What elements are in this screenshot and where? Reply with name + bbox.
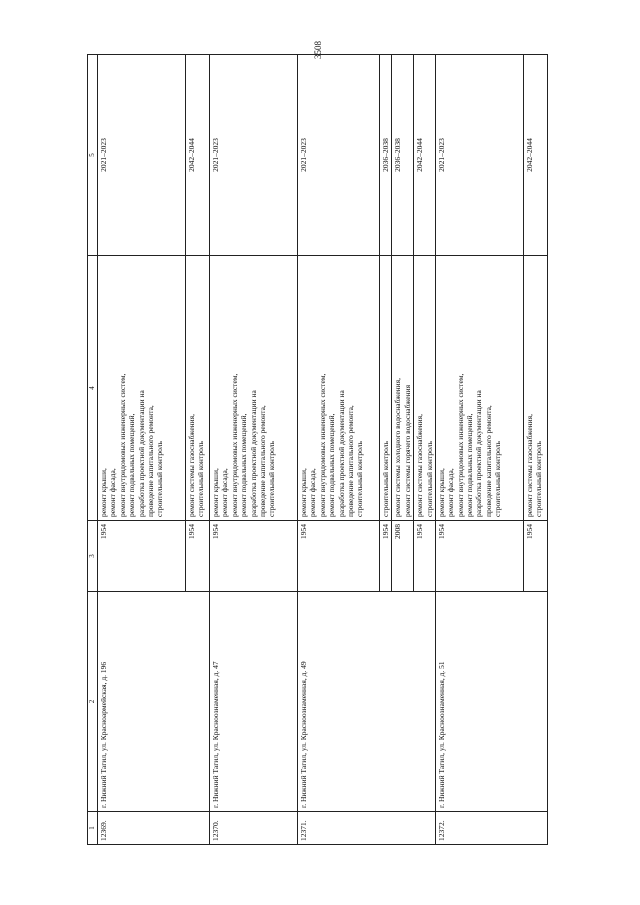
work-item: ремонт крыши, bbox=[99, 468, 108, 517]
row-number: 12371. bbox=[298, 812, 436, 845]
work-item: ремонт системы газоснабжения, bbox=[187, 413, 196, 517]
work-item: ремонт подвальных помещений, bbox=[465, 413, 474, 517]
build-year: 1954 bbox=[523, 521, 547, 592]
work-item: строительный контроль bbox=[424, 441, 434, 517]
work-item: проведение капитального ремонта, bbox=[483, 405, 493, 517]
works-list bbox=[186, 256, 210, 521]
work-item: ремонт подвальных помещений, bbox=[127, 413, 137, 517]
build-year: 1954 bbox=[380, 521, 392, 592]
works-list bbox=[523, 256, 547, 521]
row-number: 12369. bbox=[98, 812, 210, 845]
row-address: г. Нижний Тагил, ул. Красноознаменная, д. 49 bbox=[298, 592, 436, 812]
column-header-2: 2 bbox=[88, 592, 98, 812]
works-list bbox=[392, 256, 414, 521]
row-address: г. Нижний Тагил, ул. Красноармейская, д. 196 bbox=[98, 592, 210, 812]
work-item: разработка проектной документации на bbox=[248, 390, 258, 517]
table-row bbox=[298, 55, 380, 845]
work-item: строительный контроль bbox=[381, 441, 390, 517]
work-item: строительный контроль bbox=[155, 441, 165, 517]
works-list bbox=[210, 256, 298, 521]
works-list bbox=[380, 256, 392, 521]
repair-period: 2036–2038 bbox=[380, 55, 392, 256]
work-item: строительный контроль bbox=[196, 441, 206, 517]
work-item: ремонт фасада, bbox=[108, 468, 118, 517]
work-item: ремонт подвальных помещений, bbox=[239, 413, 249, 517]
work-item: ремонт системы газоснабжения, bbox=[415, 413, 425, 517]
works-list bbox=[298, 256, 380, 521]
work-item: разработка проектной документации на bbox=[336, 390, 346, 517]
work-item: ремонт фасада, bbox=[446, 468, 456, 517]
table-row bbox=[98, 55, 186, 845]
build-year: 1954 bbox=[414, 521, 436, 592]
page-number-text: 3508 bbox=[313, 41, 323, 59]
work-item: ремонт фасада, bbox=[308, 468, 318, 517]
work-item: ремонт системы газоснабжения, bbox=[524, 413, 534, 517]
work-item: проведение капитального ремонта, bbox=[145, 405, 155, 517]
work-item: разработка проектной документации на bbox=[136, 390, 146, 517]
work-item: ремонт системы холодного водоснабжения, bbox=[393, 377, 403, 517]
table-row bbox=[210, 55, 298, 845]
build-year: 1954 bbox=[98, 521, 186, 592]
work-item: ремонт внутридомовых инженерных систем, bbox=[455, 373, 465, 517]
work-item: ремонт крыши, bbox=[299, 468, 308, 517]
column-header-5: 5 bbox=[88, 55, 98, 256]
work-item: строительный контроль bbox=[534, 441, 544, 517]
repair-period: 2042–2044 bbox=[523, 55, 547, 256]
build-year: 1954 bbox=[186, 521, 210, 592]
repair-period: 2021–2023 bbox=[435, 55, 523, 256]
work-item: проведение капитального ремонта, bbox=[345, 405, 355, 517]
repair-period: 2036–2038 bbox=[392, 55, 414, 256]
repair-period: 2042–2044 bbox=[186, 55, 210, 256]
row-number: 12372. bbox=[435, 812, 547, 845]
repair-period: 2021–2023 bbox=[98, 55, 186, 256]
work-item: проведение капитального ремонта, bbox=[257, 405, 267, 517]
column-header-3: 3 bbox=[88, 521, 98, 592]
row-address: г. Нижний Тагил, ул. Красноознаменная, д. 47 bbox=[210, 592, 298, 812]
works-list bbox=[98, 256, 186, 521]
work-item: ремонт подвальных помещений, bbox=[327, 413, 337, 517]
table-header-row bbox=[88, 55, 98, 845]
repair-period: 2021–2023 bbox=[210, 55, 298, 256]
rotated-table-sheet bbox=[87, 80, 562, 845]
work-item: строительный контроль bbox=[267, 441, 277, 517]
work-item: ремонт системы горячего водоснабжения bbox=[402, 384, 412, 517]
work-item: ремонт фасада, bbox=[220, 468, 230, 517]
work-item: ремонт внутридомовых инженерных систем, bbox=[117, 373, 127, 517]
work-item: ремонт крыши, bbox=[211, 468, 220, 517]
row-address: г. Нижний Тагил, ул. Красноознаменная, д. 51 bbox=[435, 592, 547, 812]
row-number: 12370. bbox=[210, 812, 298, 845]
build-year: 2008 bbox=[392, 521, 414, 592]
build-year: 1954 bbox=[210, 521, 298, 592]
build-year: 1954 bbox=[298, 521, 380, 592]
work-item: строительный контроль bbox=[493, 441, 503, 517]
works-list bbox=[414, 256, 436, 521]
column-header-4: 4 bbox=[88, 256, 98, 521]
table-row bbox=[435, 55, 523, 845]
column-header-1: 1 bbox=[88, 812, 98, 845]
works-list bbox=[435, 256, 523, 521]
build-year: 1954 bbox=[435, 521, 523, 592]
repair-period: 2021–2023 bbox=[298, 55, 380, 256]
work-item: ремонт крыши, bbox=[436, 468, 446, 517]
capital-repair-table bbox=[87, 54, 548, 845]
work-item: ремонт внутридомовых инженерных систем, bbox=[317, 373, 327, 517]
work-item: строительный контроль bbox=[355, 441, 365, 517]
work-item: разработка проектной документации на bbox=[474, 390, 484, 517]
work-item: ремонт внутридомовых инженерных систем, bbox=[229, 373, 239, 517]
repair-period: 2042–2044 bbox=[414, 55, 436, 256]
